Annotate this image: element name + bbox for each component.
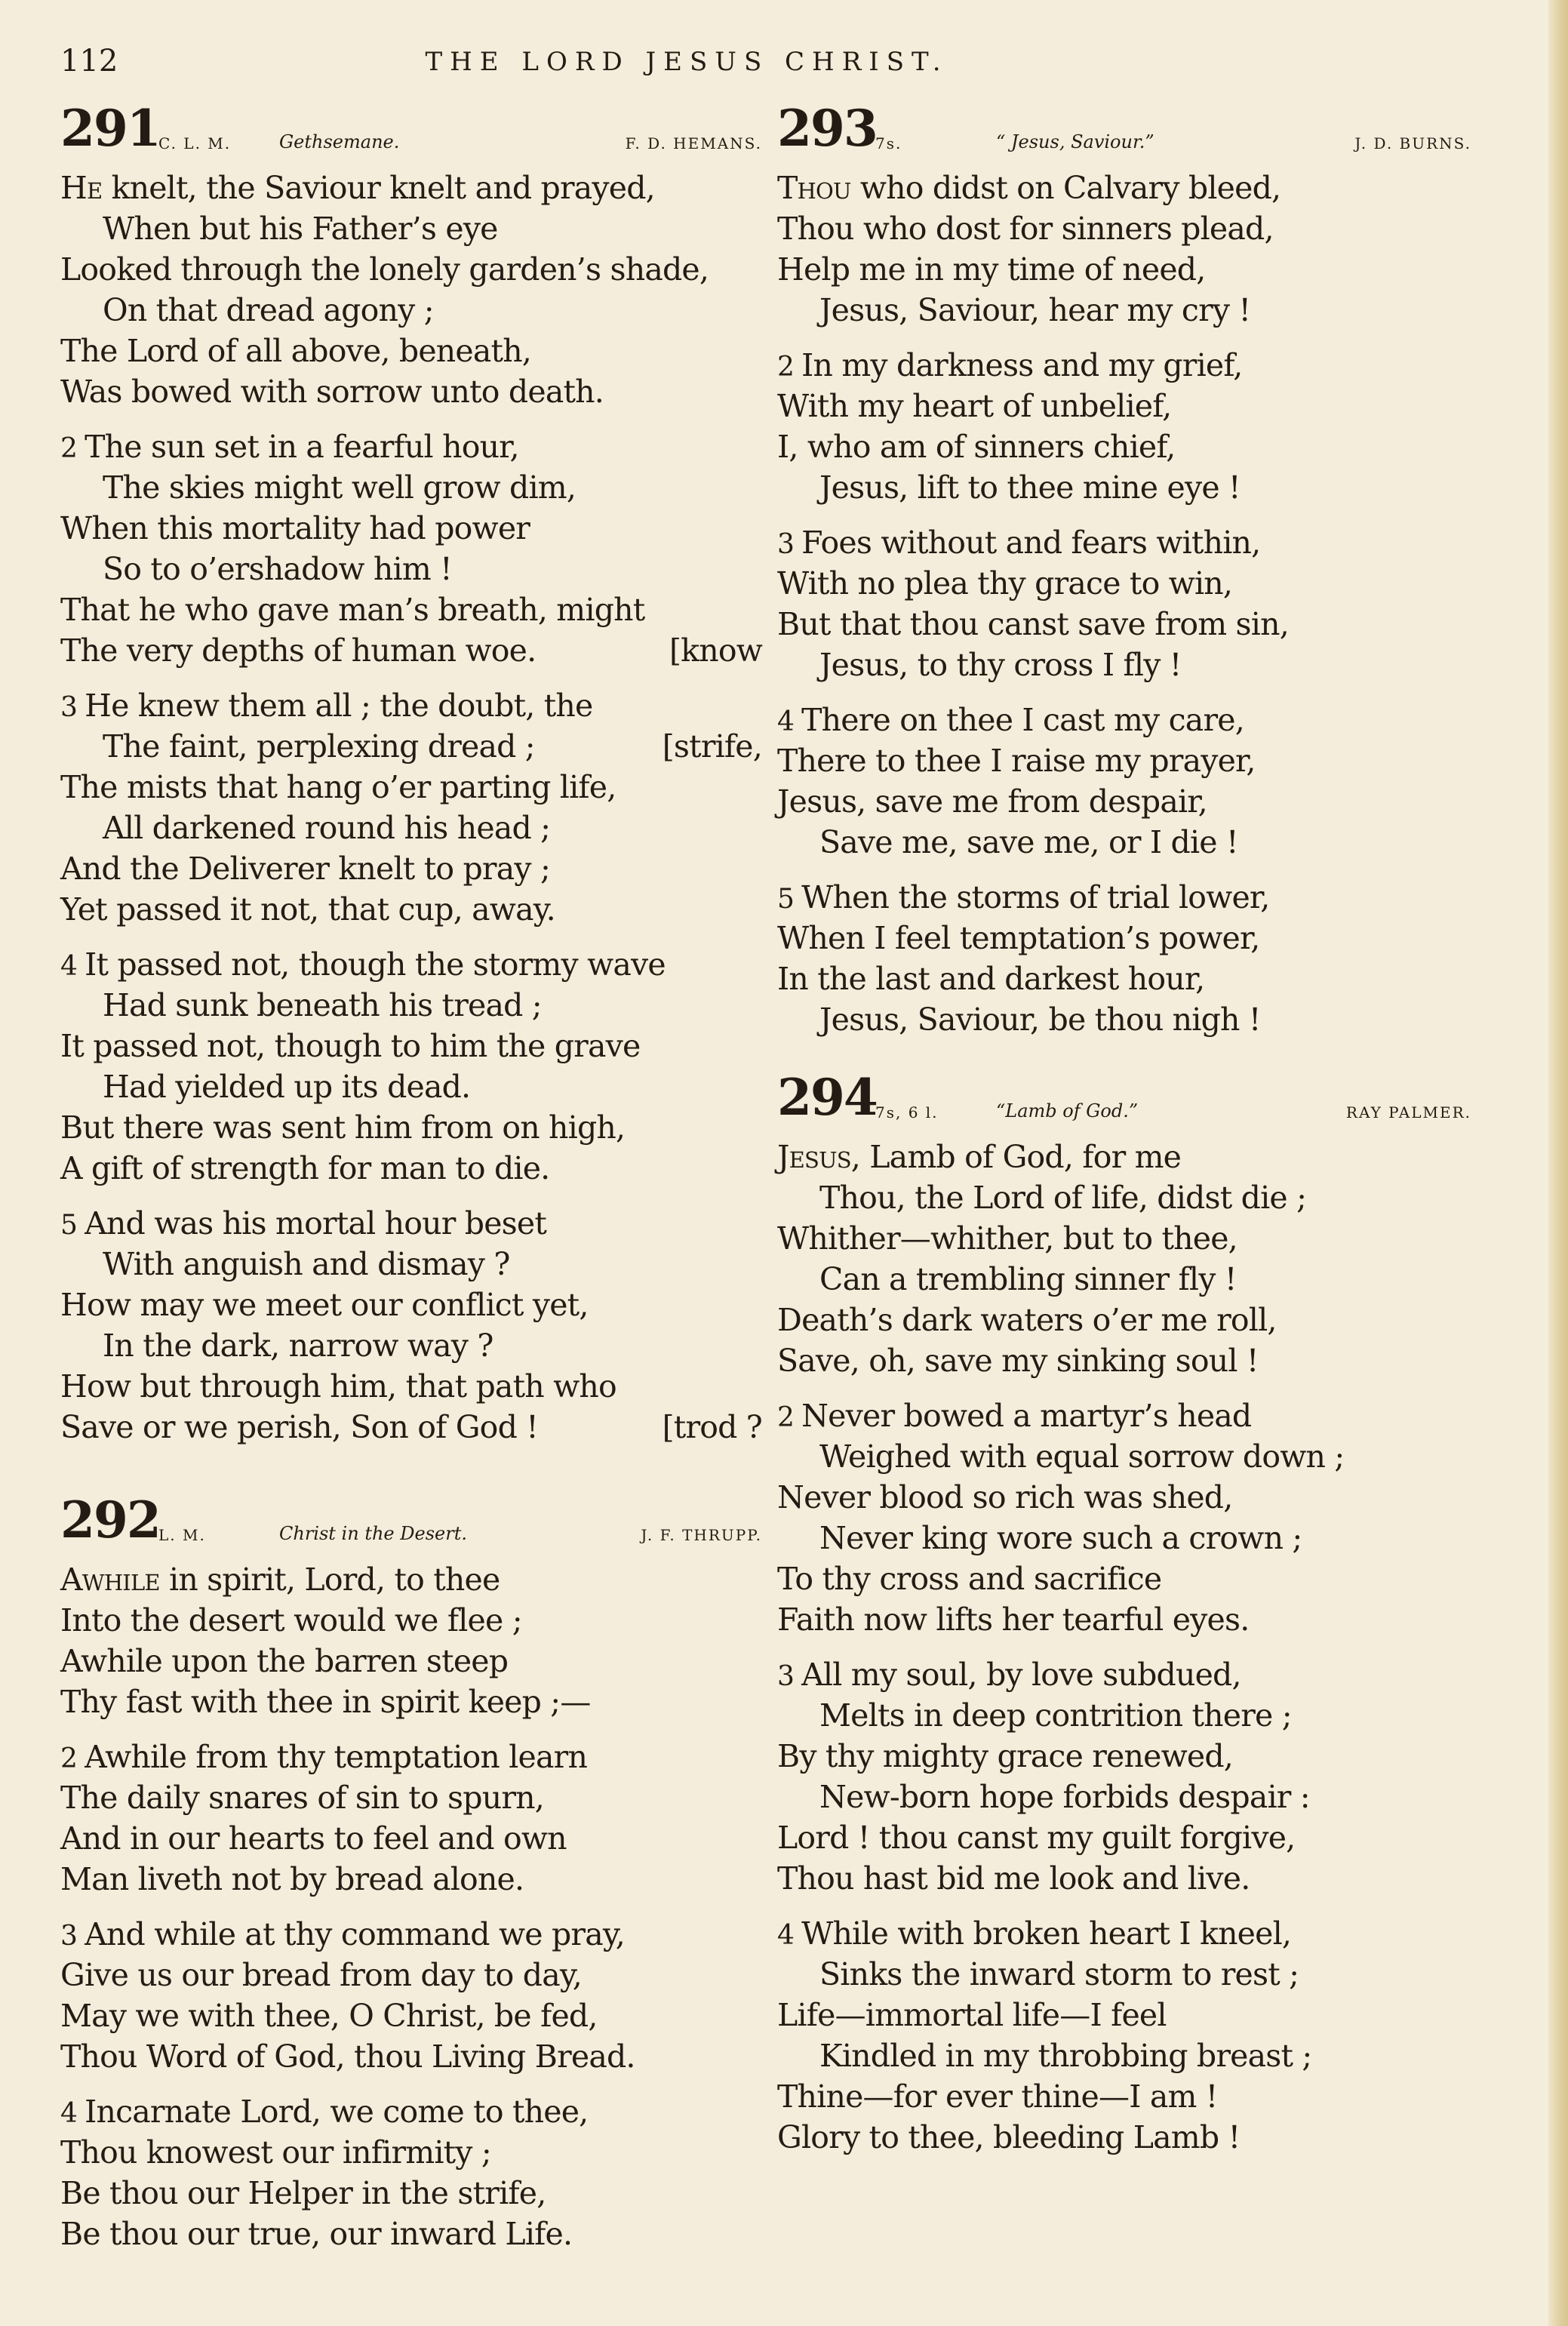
line-text: Thou Word of God, thou Living Bread. bbox=[60, 2038, 635, 2075]
line-text: Melts in deep contrition there ; bbox=[819, 1697, 1292, 1734]
verse-line bbox=[60, 508, 762, 549]
verse-line bbox=[60, 944, 762, 985]
verse-line bbox=[60, 1777, 762, 1818]
verse-line bbox=[60, 1955, 762, 1995]
line-text: Foes without and fears within, bbox=[801, 525, 1261, 561]
line-text: I, who am of sinners chief, bbox=[777, 429, 1176, 465]
stanza bbox=[777, 168, 1471, 331]
stanza bbox=[60, 1559, 762, 1722]
line-text: The faint, perplexing dread ; bbox=[103, 728, 535, 765]
line-text: Thou who dost for sinners plead, bbox=[777, 211, 1274, 247]
line-text: Kindled in my throbbing breast ; bbox=[819, 2038, 1312, 2074]
line-text: When but his Father’s eye bbox=[103, 211, 498, 247]
verse-line bbox=[777, 958, 1471, 999]
page-edge bbox=[1548, 0, 1568, 2326]
verse-line bbox=[777, 290, 1471, 331]
verse-line bbox=[60, 1325, 762, 1366]
line-text: The sun set in a fearful hour, bbox=[85, 429, 519, 465]
verse-line bbox=[60, 1366, 762, 1407]
stanza-number: 2 bbox=[777, 352, 795, 383]
verse-line bbox=[777, 999, 1471, 1040]
stanza bbox=[777, 700, 1471, 863]
verse-line bbox=[777, 1477, 1471, 1518]
line-text: Never bowed a martyr’s head bbox=[801, 1398, 1252, 1434]
hymn-tune: Gethsemane. bbox=[279, 131, 400, 152]
hymn-tune: “Lamb of God.” bbox=[996, 1100, 1139, 1121]
hymn-number: 293 bbox=[777, 99, 877, 158]
stanza-number: 2 bbox=[777, 1402, 795, 1433]
stanza bbox=[777, 1654, 1471, 1899]
line-text: And the Deliverer knelt to pray ; bbox=[60, 851, 550, 887]
line-text: Save me, save me, or I die ! bbox=[819, 824, 1238, 860]
line-text: A gift of strength for man to die. bbox=[60, 1150, 550, 1186]
line-text: Be thou our true, our inward Life. bbox=[60, 2216, 573, 2252]
line-text: The skies might well grow dim, bbox=[103, 469, 576, 506]
line-text: All my soul, by love subdued, bbox=[801, 1657, 1241, 1693]
stanza-number: 4 bbox=[777, 1920, 795, 1951]
verse-line bbox=[60, 1914, 762, 1955]
line-text: It passed not, though to him the grave bbox=[60, 1028, 641, 1064]
line-text: He knew them all ; the doubt, the bbox=[85, 688, 593, 724]
hymn-meter: L. M. bbox=[158, 1526, 206, 1544]
verse-line bbox=[60, 1407, 762, 1448]
line-text: Incarnate Lord, we come to thee, bbox=[85, 2094, 589, 2130]
line-text: Yet passed it not, that cup, away. bbox=[60, 891, 555, 928]
verse-line bbox=[777, 1599, 1471, 1640]
hymn-meter: 7s, 6 l. bbox=[875, 1103, 939, 1121]
verse-line bbox=[777, 700, 1471, 740]
line-text: Thou hast bid me look and live. bbox=[777, 1860, 1250, 1897]
line-text: How but through him, that path who bbox=[60, 1368, 616, 1405]
line-text: On that dread agony ; bbox=[103, 292, 434, 328]
first-word: He bbox=[60, 170, 103, 206]
line-text: With anguish and dismay ? bbox=[103, 1246, 510, 1282]
line-text: May we with thee, O Christ, be fed, bbox=[60, 1998, 598, 2034]
verse-line bbox=[60, 1818, 762, 1859]
first-word: Thou bbox=[777, 170, 851, 206]
line-text: But that thou canst save from sin, bbox=[777, 606, 1289, 642]
verse-line bbox=[60, 467, 762, 508]
verse-line bbox=[60, 290, 762, 331]
verse-line bbox=[60, 726, 762, 767]
verse-line bbox=[777, 1218, 1471, 1259]
line-text: With my heart of unbelief, bbox=[777, 388, 1172, 424]
verse-line bbox=[60, 1681, 762, 1722]
verse-line bbox=[777, 918, 1471, 958]
hymn-meter: C. L. M. bbox=[158, 134, 232, 152]
turnover-word: [trod ? bbox=[662, 1409, 762, 1445]
verse-line bbox=[60, 208, 762, 249]
verse-line bbox=[777, 1259, 1471, 1300]
verse-line bbox=[777, 1995, 1471, 2035]
stanza bbox=[60, 944, 762, 1189]
line-text: Thine—for ever thine—I am ! bbox=[777, 2078, 1218, 2115]
verse-line bbox=[777, 877, 1471, 918]
stanza bbox=[60, 1737, 762, 1900]
line-text: The very depths of human woe. bbox=[60, 632, 537, 669]
line-text: New-born hope forbids despair : bbox=[819, 1779, 1310, 1815]
line-text: Had yielded up its dead. bbox=[103, 1069, 471, 1105]
line-text: Save or we perish, Son of God ! bbox=[60, 1409, 538, 1445]
hymn-number: 292 bbox=[60, 1491, 160, 1549]
verse-line bbox=[60, 371, 762, 412]
line-text: That he who gave man’s breath, might bbox=[60, 592, 645, 628]
verse-line bbox=[777, 426, 1471, 467]
verse-line bbox=[777, 1654, 1471, 1695]
hymn-tune: Christ in the Desert. bbox=[279, 1523, 467, 1544]
line-text: Thou, the Lord of life, didst die ; bbox=[819, 1180, 1307, 1216]
stanza bbox=[60, 2091, 762, 2254]
stanza-number: 3 bbox=[60, 1921, 78, 1952]
verse-line bbox=[60, 1203, 762, 1244]
verse-line bbox=[60, 1107, 762, 1148]
stanza bbox=[777, 1913, 1471, 2158]
verse-line bbox=[777, 1817, 1471, 1858]
line-text: Jesus, save me from despair, bbox=[777, 783, 1207, 820]
line-text: To thy cross and sacrifice bbox=[777, 1561, 1162, 1597]
line-text: There to thee I raise my prayer, bbox=[777, 743, 1256, 779]
line-text: Be thou our Helper in the strife, bbox=[60, 2175, 546, 2211]
first-word: Jesus, bbox=[777, 1139, 861, 1175]
hymn-heading bbox=[777, 1067, 1471, 1137]
line-text: Sinks the inward storm to rest ; bbox=[819, 1956, 1299, 1992]
first-word: Awhile bbox=[60, 1561, 160, 1598]
verse-line bbox=[60, 589, 762, 630]
line-text: Whither—whither, but to thee, bbox=[777, 1220, 1237, 1257]
line-text: Looked through the lonely garden’s shade, bbox=[60, 251, 709, 288]
line-text: And in our hearts to feel and own bbox=[60, 1820, 567, 1857]
verse-line bbox=[777, 1518, 1471, 1558]
verse-line bbox=[777, 2035, 1471, 2076]
verse-line bbox=[777, 2076, 1471, 2117]
verse-line bbox=[777, 467, 1471, 508]
page-header bbox=[60, 44, 1479, 89]
hymn-author: F. D. HEMANS. bbox=[625, 134, 762, 152]
hymn-number: 291 bbox=[60, 99, 160, 158]
stanza bbox=[60, 168, 762, 412]
line-text: Help me in my time of need, bbox=[777, 251, 1206, 288]
hymn-heading bbox=[60, 98, 762, 168]
line-text: While with broken heart I kneel, bbox=[801, 1915, 1292, 1952]
verse-line bbox=[60, 1026, 762, 1066]
verse-line bbox=[777, 1340, 1471, 1381]
line-text: Awhile upon the barren steep bbox=[60, 1643, 509, 1679]
verse-line bbox=[777, 522, 1471, 563]
stanza bbox=[777, 877, 1471, 1040]
verse-line bbox=[60, 1066, 762, 1107]
verse-line bbox=[777, 1954, 1471, 1995]
line-text: So to o’ershadow him ! bbox=[103, 551, 452, 587]
verse-line bbox=[60, 630, 762, 671]
line-text: The mists that hang o’er parting life, bbox=[60, 769, 616, 805]
line-text: Faith now lifts her tearful eyes. bbox=[777, 1601, 1250, 1638]
hymn bbox=[60, 1490, 762, 2254]
hymn-number: 294 bbox=[777, 1068, 877, 1127]
verse-line bbox=[777, 1395, 1471, 1436]
hymn-heading bbox=[60, 1490, 762, 1559]
verse-line bbox=[60, 426, 762, 467]
verse-line bbox=[777, 1436, 1471, 1477]
verse-line bbox=[777, 249, 1471, 290]
line-text: Jesus, Saviour, hear my cry ! bbox=[819, 292, 1251, 328]
verse-line bbox=[60, 2214, 762, 2254]
stanza-number: 5 bbox=[777, 884, 795, 915]
line-text: Save, oh, save my sinking soul ! bbox=[777, 1343, 1259, 1379]
line-text: Never blood so rich was shed, bbox=[777, 1479, 1233, 1515]
stanza-number: 2 bbox=[60, 433, 78, 464]
page-number: 112 bbox=[60, 44, 118, 78]
hymn bbox=[777, 1067, 1471, 2158]
line-text: All darkened round his head ; bbox=[103, 810, 551, 846]
stanza bbox=[777, 1137, 1471, 1381]
line-text: Awhile from thy temptation learn bbox=[85, 1739, 588, 1775]
verse-line bbox=[777, 822, 1471, 863]
hymn bbox=[60, 98, 762, 1448]
line-text: Man liveth not by bread alone. bbox=[60, 1861, 524, 1897]
verse-line bbox=[60, 1559, 762, 1600]
verse-line bbox=[60, 2132, 762, 2173]
hymn-tune: “ Jesus, Saviour.” bbox=[996, 131, 1154, 152]
verse-line bbox=[777, 781, 1471, 822]
line-text: Into the desert would we flee ; bbox=[60, 1602, 522, 1638]
line-text: And was his mortal hour beset bbox=[85, 1205, 547, 1241]
stanza bbox=[777, 345, 1471, 508]
line-text: And while at thy command we pray, bbox=[85, 1916, 626, 1952]
line-text: When this mortality had power bbox=[60, 510, 530, 546]
line-text: who didst on Calvary bleed, bbox=[859, 170, 1281, 206]
line-text: In my darkness and my grief, bbox=[801, 347, 1243, 383]
verse-line bbox=[60, 808, 762, 848]
verse-line bbox=[60, 1859, 762, 1900]
verse-line bbox=[60, 549, 762, 589]
line-text: Death’s dark waters o’er me roll, bbox=[777, 1302, 1277, 1338]
hymn-heading bbox=[777, 98, 1471, 168]
line-text: In the last and darkest hour, bbox=[777, 961, 1205, 997]
verse-line bbox=[777, 645, 1471, 685]
line-text: With no plea thy grace to win, bbox=[777, 565, 1233, 601]
line-text: Jesus, Saviour, be thou nigh ! bbox=[819, 1001, 1261, 1038]
stanza bbox=[60, 1914, 762, 2077]
hymn-author: J. F. THRUPP. bbox=[641, 1526, 762, 1544]
stanza bbox=[777, 522, 1471, 685]
line-text: Jesus, lift to thee mine eye ! bbox=[819, 469, 1241, 506]
verse-line bbox=[60, 1244, 762, 1285]
verse-line bbox=[777, 1777, 1471, 1817]
verse-line bbox=[60, 331, 762, 371]
line-text: Can a trembling sinner fly ! bbox=[819, 1261, 1237, 1297]
line-text: Glory to thee, bleeding Lamb ! bbox=[777, 2119, 1241, 2155]
verse-line bbox=[777, 740, 1471, 781]
line-text: Weighed with equal sorrow down ; bbox=[819, 1438, 1345, 1475]
verse-line bbox=[777, 1858, 1471, 1899]
verse-line bbox=[777, 1137, 1471, 1177]
stanza-number: 4 bbox=[777, 706, 795, 737]
verse-line bbox=[777, 168, 1471, 208]
verse-line bbox=[777, 386, 1471, 426]
line-text: Never king wore such a crown ; bbox=[819, 1520, 1302, 1556]
verse-line bbox=[60, 767, 762, 808]
verse-line bbox=[60, 1285, 762, 1325]
line-text: in spirit, Lord, to thee bbox=[169, 1561, 500, 1598]
stanza bbox=[60, 1203, 762, 1448]
hymn bbox=[777, 98, 1471, 1040]
verse-line bbox=[777, 604, 1471, 645]
verse-line bbox=[60, 2091, 762, 2132]
verse-line bbox=[60, 1148, 762, 1189]
line-text: Lamb of God, for me bbox=[869, 1139, 1182, 1175]
stanza bbox=[60, 685, 762, 930]
line-text: But there was sent him from on high, bbox=[60, 1109, 626, 1146]
turnover-word: [know bbox=[669, 632, 762, 669]
line-text: When I feel temptation’s power, bbox=[777, 920, 1260, 956]
stanza-number: 3 bbox=[777, 1661, 795, 1692]
verse-line bbox=[60, 2173, 762, 2214]
verse-line bbox=[60, 168, 762, 208]
left-column bbox=[60, 98, 762, 2269]
stanza-number: 5 bbox=[60, 1210, 78, 1241]
verse-line bbox=[777, 1177, 1471, 1218]
stanza bbox=[777, 1395, 1471, 1640]
verse-line bbox=[60, 2036, 762, 2077]
verse-line bbox=[60, 685, 762, 726]
running-title: THE LORD JESUS CHRIST. bbox=[425, 47, 948, 77]
line-text: There on thee I cast my care, bbox=[801, 702, 1244, 738]
line-text: When the storms of trial lower, bbox=[801, 879, 1270, 915]
stanza-number: 2 bbox=[60, 1743, 78, 1774]
line-text: Was bowed with sorrow unto death. bbox=[60, 374, 604, 410]
verse-line bbox=[777, 1300, 1471, 1340]
right-column bbox=[777, 98, 1471, 2172]
line-text: Lord ! thou canst my guilt forgive, bbox=[777, 1820, 1296, 1856]
line-text: Jesus, to thy cross I fly ! bbox=[819, 647, 1182, 683]
line-text: The Lord of all above, beneath, bbox=[60, 333, 532, 369]
hymn-author: J. D. BURNS. bbox=[1354, 134, 1471, 152]
line-text: Thou knowest our infirmity ; bbox=[60, 2134, 491, 2171]
verse-line bbox=[777, 1736, 1471, 1777]
verse-line bbox=[60, 249, 762, 290]
stanza-number: 4 bbox=[60, 2098, 78, 2129]
verse-line bbox=[60, 985, 762, 1026]
stanza-number: 3 bbox=[777, 529, 795, 560]
verse-line bbox=[60, 1600, 762, 1641]
line-text: In the dark, narrow way ? bbox=[103, 1328, 493, 1364]
line-text: The daily snares of sin to spurn, bbox=[60, 1780, 544, 1816]
stanza bbox=[60, 426, 762, 671]
line-text: Life—immortal life—I feel bbox=[777, 1997, 1167, 2033]
line-text: Give us our bread from day to day, bbox=[60, 1957, 583, 1993]
line-text: Thy fast with thee in spirit keep ;— bbox=[60, 1684, 591, 1720]
verse-line bbox=[777, 1913, 1471, 1954]
stanza-number: 4 bbox=[60, 951, 78, 982]
verse-line bbox=[60, 889, 762, 930]
line-text: How may we meet our conflict yet, bbox=[60, 1287, 589, 1323]
verse-line bbox=[777, 563, 1471, 604]
hymn-author: RAY PALMER. bbox=[1345, 1103, 1471, 1121]
verse-line bbox=[777, 345, 1471, 386]
verse-line bbox=[777, 208, 1471, 249]
line-text: It passed not, though the stormy wave bbox=[85, 946, 666, 983]
turnover-word: [strife, bbox=[662, 728, 762, 765]
line-text: knelt, the Saviour knelt and prayed, bbox=[111, 170, 655, 206]
line-text: Had sunk beneath his tread ; bbox=[103, 987, 542, 1023]
verse-line bbox=[60, 1737, 762, 1777]
verse-line bbox=[60, 1995, 762, 2036]
verse-line bbox=[777, 2117, 1471, 2158]
verse-line bbox=[60, 848, 762, 889]
hymn-meter: 7s. bbox=[875, 134, 902, 152]
stanza-number: 3 bbox=[60, 692, 78, 723]
verse-line bbox=[777, 1558, 1471, 1599]
line-text: By thy mighty grace renewed, bbox=[777, 1738, 1234, 1774]
verse-line bbox=[777, 1695, 1471, 1736]
verse-line bbox=[60, 1641, 762, 1681]
